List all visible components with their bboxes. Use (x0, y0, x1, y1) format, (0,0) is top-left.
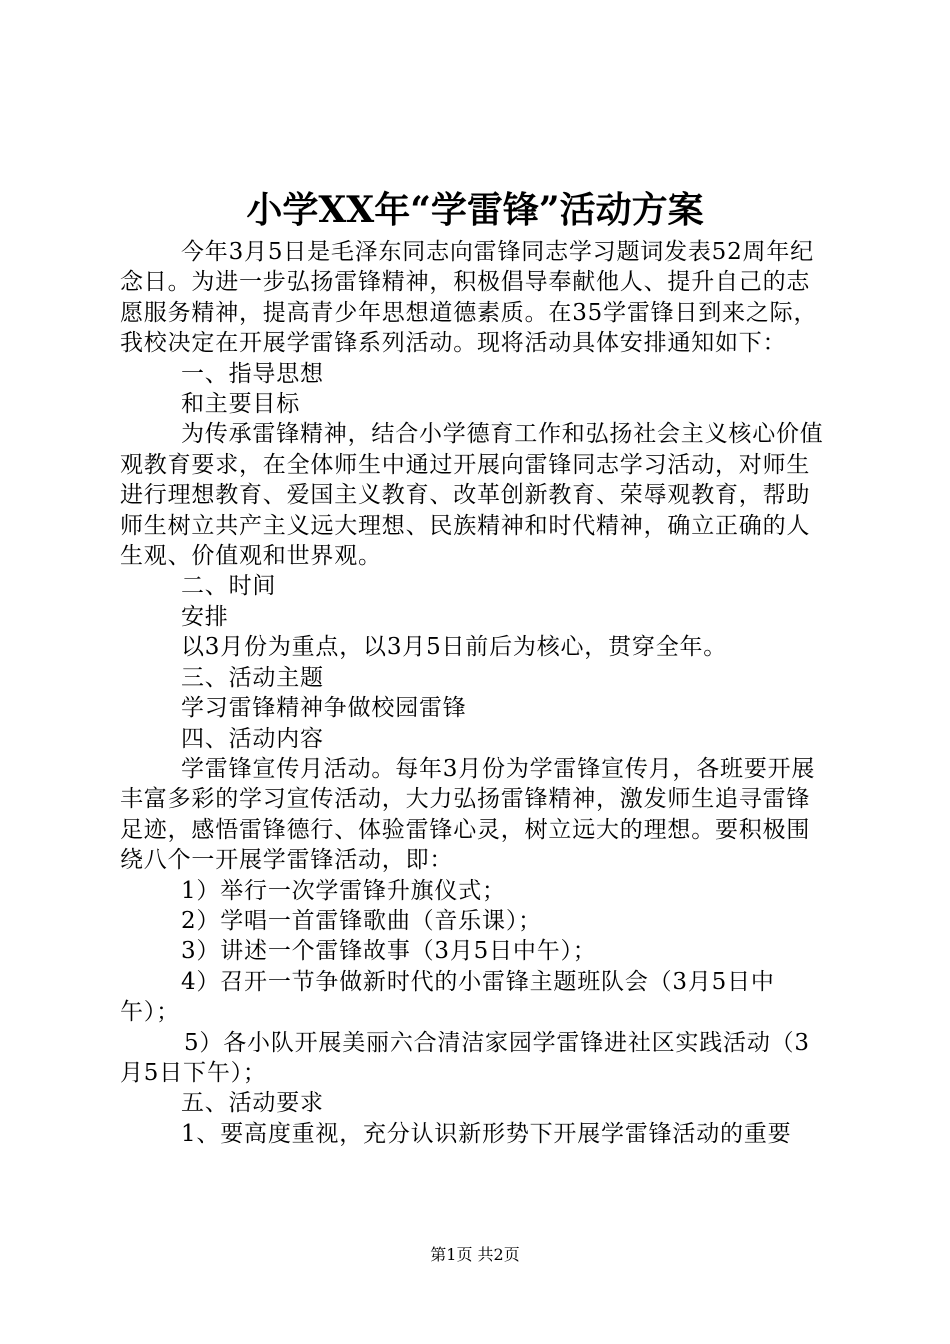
heading-guiding-ideology: 一、指导思想 (181, 360, 324, 387)
paragraph-goals: 为传承雷锋精神，结合小学德育工作和弘扬社会主义核心价值观教育要求，在全体师生中通过开展向雷锋同志学习活动，对师生进行理想教育、爱国主义教育、改革创新教育、荣辱观教育，帮助师生树立共产主义远大理想、民族精神和时代精神，确立正确的人生观、价值观和世界观。 (120, 421, 824, 570)
paragraph-requirements: 1、要高度重视，充分认识新形势下开展学雷锋活动的重要 (181, 1120, 792, 1147)
paragraph-time: 以3月份为重点，以3月5日前后为核心，贯穿全年。 (181, 634, 728, 661)
list-item: 3）讲述一个雷锋故事（3月5日中午）； (181, 938, 597, 965)
paragraph-content: 学雷锋宣传月活动。每年3月份为学雷锋宣传月，各班要开展丰富多彩的学习宣传活动，大力弘扬雷锋精神，激发师生追寻雷锋足迹，感悟雷锋德行、体验雷锋心灵，树立远大的理想。要积极围绕八个一开展学雷锋活动，即： (120, 755, 816, 874)
document-body (120, 237, 832, 1149)
list-item: 5）各小队开展美丽六合清洁家园学雷锋进社区实践活动（3月5日下午）； (120, 1029, 810, 1086)
list-item: 2）学唱一首雷锋歌曲（音乐课）； (181, 907, 542, 934)
heading-time-cont: 安排 (181, 603, 229, 630)
page-number: 第1页 共2页 (430, 1245, 520, 1264)
heading-requirements: 五、活动要求 (181, 1090, 324, 1117)
list-item: 1）举行一次学雷锋升旗仪式； (181, 877, 506, 904)
heading-theme: 三、活动主题 (181, 664, 324, 691)
list-item: 4）召开一节争做新时代的小雷锋主题班队会（3月5日中午）； (120, 968, 775, 1026)
paragraph-intro: 今年3月5日是毛泽东同志向雷锋同志学习题词发表52周年纪念日。为进一步弘扬雷锋精神，积极倡导奉献他人、提升自己的志愿服务精神，提高青少年思想道德素质。在35学雷锋日到来之际，我校决定在开展学雷锋系列活动。现将活动具体安排通知如下： (120, 239, 818, 357)
heading-time: 二、时间 (181, 573, 277, 600)
heading-guiding-ideology-cont: 和主要目标 (181, 391, 300, 418)
document-title: 小学XX年“学雷锋”活动方案 (246, 189, 704, 231)
paragraph-theme: 学习雷锋精神争做校园雷锋 (181, 695, 467, 722)
heading-content: 四、活动内容 (181, 725, 324, 752)
